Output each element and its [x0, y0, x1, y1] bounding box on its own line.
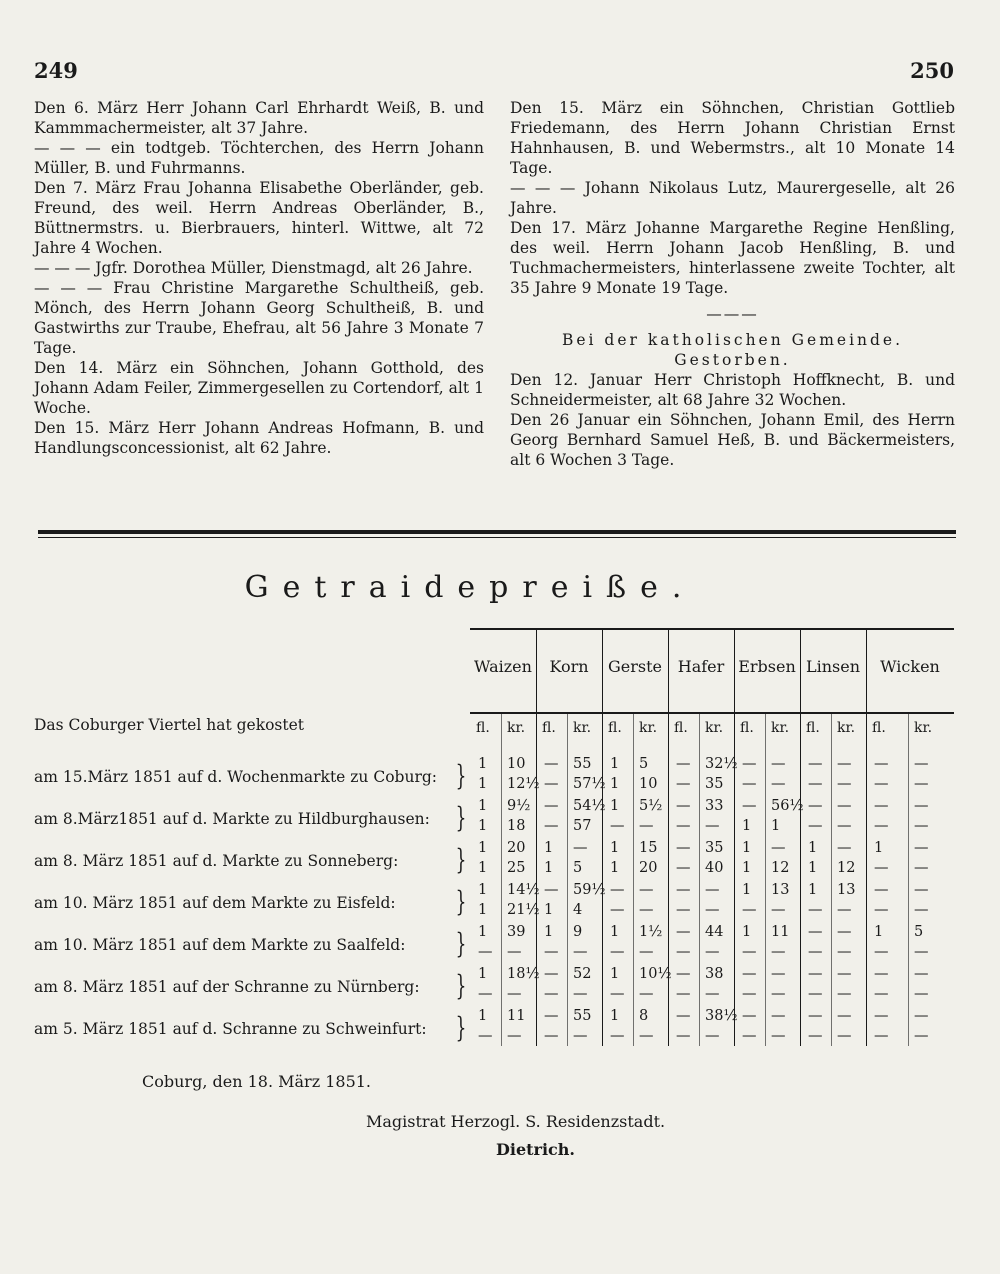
footer-authority: Magistrat Herzogl. S. Residenzstadt. — [366, 1112, 666, 1131]
price-cell: — — [742, 776, 757, 792]
price-cell: 55 — [573, 756, 592, 772]
grain-header: Wicken — [880, 657, 940, 676]
price-cell: — — [808, 756, 823, 772]
price-cell: 18½ — [507, 966, 540, 982]
price-cell: — — [507, 944, 522, 960]
price-cell: — — [914, 860, 929, 876]
price-cell: — — [808, 966, 823, 982]
price-cell: — — [914, 818, 929, 834]
death-entry: — — — Johann Nikolaus Lutz, Maurergeselle, alt 26 Jahre. — [510, 179, 955, 217]
price-cell: 59½ — [573, 882, 606, 898]
price-cell: — — [808, 902, 823, 918]
price-cell: — — [837, 776, 852, 792]
price-cell: 5½ — [639, 798, 663, 814]
price-cell: — — [837, 924, 852, 940]
death-entry: Den 15. März ein Söhnchen, Christian Gottlieb Friedemann, des Herrn Johann Christian Ernst Hahnhausen, B. und Webermstrs., alt 10 Monate 14 Tage. — [510, 99, 955, 177]
unit-fl: fl. — [476, 720, 490, 736]
price-cell: — — [676, 756, 691, 772]
price-cell: 1½ — [639, 924, 663, 940]
price-cell: — — [705, 882, 720, 898]
price-cell: 1 — [544, 860, 554, 876]
unit-kr: kr. — [507, 720, 526, 736]
price-cell: 15 — [639, 840, 658, 856]
price-cell: — — [874, 798, 889, 814]
price-cell: 1 — [478, 798, 488, 814]
price-cell: — — [874, 776, 889, 792]
price-cell: — — [837, 902, 852, 918]
price-cell: — — [676, 924, 691, 940]
price-cell: — — [808, 798, 823, 814]
price-cell: — — [676, 966, 691, 982]
price-cell: 1 — [874, 924, 884, 940]
unit-fl: fl. — [740, 720, 754, 736]
price-cell: 1 — [808, 882, 818, 898]
price-cell: 54½ — [573, 798, 606, 814]
price-cell: 5 — [573, 860, 583, 876]
price-cell: 11 — [507, 1008, 526, 1024]
price-cell: — — [837, 840, 852, 856]
price-cell: — — [676, 818, 691, 834]
price-cell: 9½ — [507, 798, 531, 814]
market-label: am 10. März 1851 auf dem Markte zu Eisfeld: — [34, 894, 396, 912]
price-cell: 1 — [610, 1008, 620, 1024]
price-cell: — — [573, 840, 588, 856]
unit-rule — [567, 714, 568, 1046]
price-cell: 12 — [837, 860, 856, 876]
price-cell: — — [544, 944, 559, 960]
price-cell: — — [874, 818, 889, 834]
price-cell: — — [771, 986, 786, 1002]
row-brace: } — [455, 759, 467, 792]
price-cell: 10 — [639, 776, 658, 792]
price-cell: — — [742, 756, 757, 772]
price-cell: 13 — [771, 882, 790, 898]
death-entry: Den 12. Januar Herr Christoph Hoffknecht, B. und Schneidermeister, alt 68 Jahre 32 Wochen. — [510, 371, 955, 409]
price-cell: — — [676, 986, 691, 1002]
price-cell: — — [874, 1028, 889, 1044]
price-cell: — — [705, 944, 720, 960]
price-cell: — — [639, 902, 654, 918]
price-cell: 1 — [544, 902, 554, 918]
price-cell: — — [837, 798, 852, 814]
price-cell: — — [808, 1008, 823, 1024]
price-cell: — — [742, 986, 757, 1002]
price-cell: — — [478, 1028, 493, 1044]
price-cell: — — [544, 1028, 559, 1044]
price-cell: — — [914, 966, 929, 982]
price-cell: — — [573, 1028, 588, 1044]
price-cell: 25 — [507, 860, 526, 876]
price-cell: — — [544, 966, 559, 982]
price-cell: — — [610, 1028, 625, 1044]
price-cell: — — [874, 756, 889, 772]
price-cell: — — [874, 966, 889, 982]
row-brace: } — [455, 1011, 467, 1044]
price-cell: — — [544, 776, 559, 792]
price-cell: — — [771, 1008, 786, 1024]
price-cell: — — [676, 882, 691, 898]
price-cell: — — [914, 776, 929, 792]
row-brace: } — [455, 927, 467, 960]
price-cell: 1 — [610, 860, 620, 876]
price-cell: — — [914, 944, 929, 960]
price-cell: — — [874, 986, 889, 1002]
price-cell: — — [544, 1008, 559, 1024]
price-cell: — — [639, 882, 654, 898]
price-cell: — — [507, 1028, 522, 1044]
page-number-left: 249 — [34, 58, 78, 83]
price-cell: — — [914, 1008, 929, 1024]
price-cell: — — [676, 798, 691, 814]
price-cell: — — [676, 776, 691, 792]
price-cell: — — [914, 798, 929, 814]
price-cell: — — [914, 902, 929, 918]
price-cell: — — [676, 902, 691, 918]
unit-rule — [501, 714, 502, 1046]
grain-prices-heading: Getraidepreiße. — [244, 570, 696, 605]
unit-fl: fl. — [806, 720, 820, 736]
price-cell: — — [874, 902, 889, 918]
price-cell: 1 — [610, 966, 620, 982]
price-cell: 1 — [478, 966, 488, 982]
price-cell: — — [808, 1028, 823, 1044]
price-cell: — — [742, 944, 757, 960]
price-cell: 44 — [705, 924, 724, 940]
unit-rule — [765, 714, 766, 1046]
price-cell: 5 — [639, 756, 649, 772]
price-cell: 1 — [544, 840, 554, 856]
grain-header: Korn — [549, 657, 589, 676]
price-cell: — — [676, 1028, 691, 1044]
row-brace: } — [455, 969, 467, 1002]
market-label: am 15.März 1851 auf d. Wochenmarkte zu Coburg: — [34, 768, 437, 786]
death-entry: Den 6. März Herr Johann Carl Ehrhardt Weiß, B. und Kammmachermeister, alt 37 Jahre. — [34, 99, 484, 137]
price-cell: 1 — [808, 860, 818, 876]
price-cell: 1 — [874, 840, 884, 856]
price-cell: 35 — [705, 776, 724, 792]
market-label: am 5. März 1851 auf d. Schranne zu Schweinfurt: — [34, 1020, 427, 1038]
price-cell: — — [771, 756, 786, 772]
price-cell: 14½ — [507, 882, 540, 898]
price-cell: — — [771, 944, 786, 960]
price-cell: — — [837, 756, 852, 772]
price-cell: 1 — [478, 902, 488, 918]
left-column — [34, 98, 484, 458]
price-cell: — — [478, 986, 493, 1002]
section-separator: ——— — [706, 305, 759, 323]
price-cell: — — [705, 1028, 720, 1044]
unit-fl: fl. — [542, 720, 556, 736]
price-cell: 55 — [573, 1008, 592, 1024]
unit-rule — [908, 714, 909, 1046]
price-cell: 1 — [742, 840, 752, 856]
price-cell: — — [914, 840, 929, 856]
market-label: am 10. März 1851 auf dem Markte zu Saalfeld: — [34, 936, 406, 954]
unit-rule — [699, 714, 700, 1046]
price-cell: — — [573, 986, 588, 1002]
unit-rule — [831, 714, 832, 1046]
price-cell: — — [837, 966, 852, 982]
price-cell: — — [808, 944, 823, 960]
price-cell: — — [808, 924, 823, 940]
price-cell: — — [771, 776, 786, 792]
price-cell: — — [478, 944, 493, 960]
price-cell: — — [676, 860, 691, 876]
price-cell: — — [874, 944, 889, 960]
price-cell: — — [837, 1008, 852, 1024]
price-cell: 1 — [478, 818, 488, 834]
price-cell: 20 — [507, 840, 526, 856]
unit-kr: kr. — [771, 720, 790, 736]
section-rule-thin — [38, 537, 956, 538]
price-cell: — — [874, 1008, 889, 1024]
price-cell: 1 — [742, 860, 752, 876]
price-cell: — — [676, 1008, 691, 1024]
catholic-section-title: Bei der katholischen Gemeinde. — [561, 331, 904, 349]
price-cell: 1 — [610, 776, 620, 792]
price-cell: 20 — [639, 860, 658, 876]
death-entry: — — — Frau Christine Margarethe Schultheiß, geb. Mönch, des Herrn Johann Georg Schultheiß, B. und Gastwirths zur Traube, Ehefrau, alt 56 Jahre 3 Monate 7 Tage. — [34, 279, 484, 357]
price-cell: — — [808, 986, 823, 1002]
row-brace: } — [455, 843, 467, 876]
death-entry: Den 26 Januar ein Söhnchen, Johann Emil, des Herrn Georg Bernhard Samuel Heß, B. und Bäckermeisters, alt 6 Wochen 3 Tage. — [510, 411, 955, 469]
price-cell: 1 — [610, 924, 620, 940]
price-cell: 33 — [705, 798, 724, 814]
price-cell: 5 — [914, 924, 924, 940]
price-cell: 10 — [507, 756, 526, 772]
footer-signature: Dietrich. — [496, 1140, 575, 1159]
price-cell: — — [544, 818, 559, 834]
price-cell: — — [639, 944, 654, 960]
price-cell: — — [742, 966, 757, 982]
price-cell: — — [639, 1028, 654, 1044]
death-entry: Den 14. März ein Söhnchen, Johann Gotthold, des Johann Adam Feiler, Zimmergesellen zu Cortendorf, alt 1 Woche. — [34, 359, 484, 417]
unit-fl: fl. — [674, 720, 688, 736]
price-cell: 11 — [771, 924, 790, 940]
price-cell: 1 — [771, 818, 781, 834]
price-cell: 21½ — [507, 902, 540, 918]
price-cell: — — [874, 860, 889, 876]
price-cell: — — [914, 882, 929, 898]
price-cell: 13 — [837, 882, 856, 898]
price-cell: — — [837, 944, 852, 960]
unit-kr: kr. — [573, 720, 592, 736]
unit-rule — [633, 714, 634, 1046]
price-cell: — — [705, 902, 720, 918]
price-cell: 1 — [610, 756, 620, 772]
price-cell: — — [544, 882, 559, 898]
row-brace: } — [455, 801, 467, 834]
price-cell: 38 — [705, 966, 724, 982]
price-cell: — — [914, 756, 929, 772]
price-cell: — — [610, 944, 625, 960]
price-cell: — — [837, 1028, 852, 1044]
price-cell: 38½ — [705, 1008, 738, 1024]
row-brace: } — [455, 885, 467, 918]
price-cell: 1 — [610, 798, 620, 814]
unit-fl: fl. — [608, 720, 622, 736]
price-cell: 32½ — [705, 756, 738, 772]
price-cell: — — [837, 986, 852, 1002]
price-cell: — — [914, 1028, 929, 1044]
right-column — [510, 98, 955, 470]
price-cell: 57½ — [573, 776, 606, 792]
market-label: am 8. März 1851 auf d. Markte zu Sonneberg: — [34, 852, 399, 870]
unit-kr: kr. — [705, 720, 724, 736]
table-header-rule — [470, 712, 954, 714]
grain-header: Erbsen — [738, 657, 796, 676]
price-cell: 1 — [478, 860, 488, 876]
death-entry: Den 17. März Johanne Margarethe Regine Henßling, des weil. Herrn Johann Jacob Henßling, B. und Tuchmachermeisters, hinterlassene zweite Tochter, alt 35 Jahre 9 Monate 19 Tage. — [510, 219, 955, 297]
price-cell: — — [742, 1028, 757, 1044]
price-cell: 1 — [544, 924, 554, 940]
price-cell: — — [808, 776, 823, 792]
grain-header: Linsen — [805, 657, 861, 676]
price-cell: — — [874, 882, 889, 898]
market-label: am 8. März 1851 auf der Schranne zu Nürnberg: — [34, 978, 420, 996]
price-cell: 35 — [705, 840, 724, 856]
price-cell: — — [610, 902, 625, 918]
price-cell: 1 — [478, 776, 488, 792]
price-cell: — — [771, 902, 786, 918]
price-cell: — — [610, 986, 625, 1002]
grain-header: Hafer — [677, 657, 725, 676]
price-cell: — — [705, 986, 720, 1002]
price-cell: — — [771, 966, 786, 982]
price-cell: 12 — [771, 860, 790, 876]
price-cell: 40 — [705, 860, 724, 876]
catholic-section-subtitle: Gestorben. — [674, 351, 791, 369]
price-cell: 12½ — [507, 776, 540, 792]
price-cell: — — [742, 1008, 757, 1024]
price-cell: — — [610, 882, 625, 898]
price-cell: 1 — [478, 756, 488, 772]
price-cell: — — [544, 798, 559, 814]
price-cell: 1 — [478, 840, 488, 856]
price-cell: 1 — [808, 840, 818, 856]
price-cell: — — [573, 944, 588, 960]
price-cell: — — [639, 818, 654, 834]
price-cell: 39 — [507, 924, 526, 940]
price-cell: — — [742, 798, 757, 814]
price-cell: 1 — [478, 924, 488, 940]
price-cell: 57 — [573, 818, 592, 834]
price-cell: 1 — [610, 840, 620, 856]
price-cell: — — [742, 902, 757, 918]
price-cell: — — [771, 1028, 786, 1044]
grain-header: Waizen — [474, 657, 532, 676]
price-cell: — — [914, 986, 929, 1002]
death-entry: — — — ein todtgeb. Töchterchen, des Herrn Johann Müller, B. und Fuhrmanns. — [34, 139, 484, 177]
price-cell: — — [837, 818, 852, 834]
price-cell: 1 — [742, 818, 752, 834]
price-cell: 1 — [478, 882, 488, 898]
price-row-header: Das Coburger Viertel hat gekostet — [34, 716, 305, 734]
grain-header: Gerste — [607, 657, 662, 676]
footer-date: Coburg, den 18. März 1851. — [142, 1072, 372, 1091]
unit-kr: kr. — [914, 720, 933, 736]
price-cell: — — [705, 818, 720, 834]
price-cell: — — [676, 840, 691, 856]
death-entry: Den 7. März Frau Johanna Elisabethe Oberländer, geb. Freund, des weil. Herrn Andreas Oberländer, B., Büttnermstrs. u. Bierbrauers, hinterl. Wittwe, alt 72 Jahre 4 Wochen. — [34, 179, 484, 257]
price-cell: 18 — [507, 818, 526, 834]
price-cell: — — [544, 756, 559, 772]
price-cell: 8 — [639, 1008, 649, 1024]
price-cell: — — [507, 986, 522, 1002]
price-cell: — — [771, 840, 786, 856]
price-cell: 52 — [573, 966, 592, 982]
market-label: am 8.März1851 auf d. Markte zu Hildburghausen: — [34, 810, 430, 828]
unit-fl: fl. — [872, 720, 886, 736]
price-cell: — — [676, 944, 691, 960]
death-entry: — — — Jgfr. Dorothea Müller, Dienstmagd, alt 26 Jahre. — [34, 259, 473, 277]
unit-kr: kr. — [837, 720, 856, 736]
death-entry: Den 15. März Herr Johann Andreas Hofmann, B. und Handlungsconcessionist, alt 62 Jahre. — [34, 419, 484, 457]
price-cell: 4 — [573, 902, 583, 918]
price-cell: — — [639, 986, 654, 1002]
price-cell: — — [610, 818, 625, 834]
price-cell: — — [808, 818, 823, 834]
price-cell: — — [544, 986, 559, 1002]
page-number-right: 250 — [910, 58, 954, 83]
unit-kr: kr. — [639, 720, 658, 736]
price-cell: 56½ — [771, 798, 804, 814]
price-cell: 10½ — [639, 966, 672, 982]
price-cell: 9 — [573, 924, 583, 940]
price-cell: 1 — [742, 924, 752, 940]
price-cell: 1 — [478, 1008, 488, 1024]
section-rule-thick — [38, 530, 956, 534]
price-cell: 1 — [742, 882, 752, 898]
